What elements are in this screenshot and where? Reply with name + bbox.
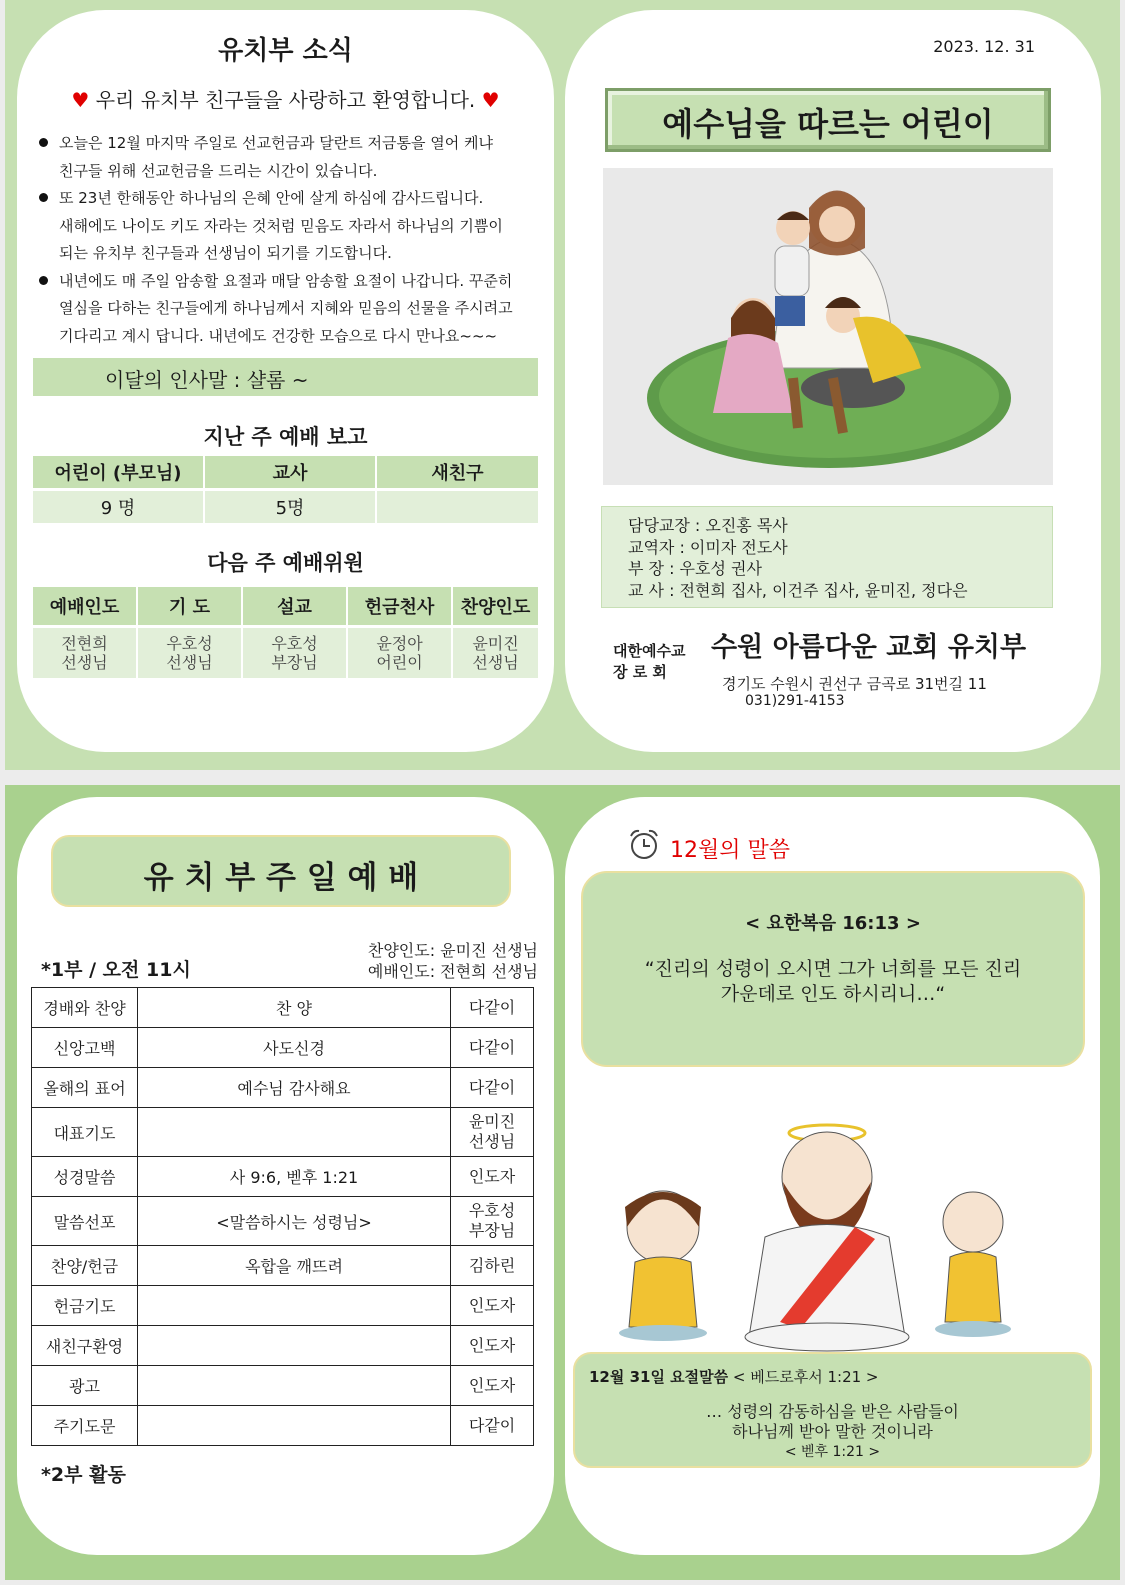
worship-row bbox=[32, 1028, 534, 1068]
word-card bbox=[565, 797, 1100, 1555]
bullet-icon bbox=[39, 276, 48, 285]
worship-who bbox=[451, 1246, 534, 1286]
church-phone: 031)291-4153 bbox=[745, 693, 845, 709]
worship-order-table bbox=[31, 987, 534, 1446]
greeting-text: 이달의 인사말 : 샬롬 ~ bbox=[105, 368, 309, 392]
worship-content: 예수님 감사해요 bbox=[138, 1068, 451, 1108]
news-line: 기다리고 계시 답니다. 내년에도 건강한 모습으로 다시 만나요~~~ bbox=[59, 326, 498, 345]
next-header: 찬양인도 bbox=[460, 597, 531, 618]
staff-line: 부 장 : 우호성 권사 bbox=[628, 559, 762, 578]
worship-content bbox=[138, 1108, 451, 1157]
worship-content: 사 9:6, 벧후 1:21 bbox=[138, 1157, 451, 1197]
news-line: 새해에도 나이도 키도 자라는 것처럼 믿음도 자라서 하나님의 기쁨이 bbox=[59, 216, 503, 235]
bulletin-date: 2023. 12. 31 bbox=[933, 37, 1035, 56]
worship-who bbox=[451, 1197, 534, 1246]
news-line: 내년에도 매 주일 암송할 요절과 매달 암송할 요절이 나갑니다. 꾸준히 bbox=[59, 271, 513, 290]
news-title: 유치부 소식 bbox=[218, 36, 353, 66]
worship-who-line: 부장님 bbox=[468, 1221, 516, 1240]
news-line: 친구들 위해 선교헌금을 드리는 시간이 있습니다. bbox=[59, 161, 378, 180]
jesus-children-illustration bbox=[603, 168, 1053, 485]
news-list bbox=[39, 130, 544, 350]
weekly-verse-ref2: < 벧후 1:21 > bbox=[784, 1444, 881, 1460]
cover-title-box bbox=[605, 88, 1051, 152]
worship-who bbox=[451, 988, 534, 1028]
worship-who-line: 우호성 bbox=[468, 1201, 516, 1220]
month-verse-text bbox=[583, 957, 1083, 1007]
news-item bbox=[39, 130, 544, 185]
session2-label: *2부 활동 bbox=[41, 1464, 126, 1486]
worship-title-box bbox=[51, 835, 511, 907]
worship-who bbox=[451, 1068, 534, 1108]
church-name: 수원 아름다운 교회 유치부 bbox=[711, 632, 1027, 663]
praying-jesus-image bbox=[605, 1107, 1065, 1367]
worship-content bbox=[138, 1366, 451, 1406]
worship-content bbox=[138, 1406, 451, 1446]
month-verse-ref: < 요한복음 16:13 > bbox=[745, 913, 921, 934]
worship-who-line: 다같이 bbox=[468, 997, 516, 1017]
worship-who bbox=[451, 1157, 534, 1197]
worship-row bbox=[32, 1197, 534, 1246]
report-header: 새친구 bbox=[431, 463, 484, 484]
worship-content: 사도신경 bbox=[138, 1028, 451, 1068]
worship-item: 올해의 표어 bbox=[32, 1068, 138, 1108]
next-value: 전현희 선생님 bbox=[33, 628, 137, 678]
worship-row bbox=[32, 1246, 534, 1286]
leaders bbox=[368, 940, 538, 982]
worship-item: 새친구환영 bbox=[32, 1326, 138, 1366]
worship-item: 신앙고백 bbox=[32, 1028, 138, 1068]
session1-label: *1부 / 오전 11시 bbox=[41, 959, 191, 981]
news-item bbox=[39, 185, 544, 268]
report-value: 5명 bbox=[204, 491, 376, 523]
worship-who-line: 인도자 bbox=[468, 1166, 516, 1186]
news-card bbox=[17, 10, 554, 752]
verse-line: 가운데로 인도 하시리니…“ bbox=[720, 983, 946, 1005]
worship-row bbox=[32, 1286, 534, 1326]
worship-who bbox=[451, 1366, 534, 1406]
next-header: 기 도 bbox=[137, 587, 242, 625]
news-line: 열심을 다하는 친구들에게 하나님께서 지혜와 믿음의 선물을 주시려고 bbox=[59, 299, 513, 317]
worship-item: 주기도문 bbox=[32, 1406, 138, 1446]
staff-line: 교역자 : 이미자 전도사 bbox=[628, 537, 788, 557]
staff-box bbox=[601, 506, 1053, 608]
verse-line: “진리의 성령이 오시면 그가 너희를 모든 진리 bbox=[644, 958, 1022, 980]
month-word-title: 12월의 말씀 bbox=[670, 838, 790, 863]
worship-who bbox=[451, 1406, 534, 1446]
report-header: 교사 bbox=[204, 456, 376, 488]
weekly-verse-line: … 성령의 감동하심을 받은 사람들이 bbox=[706, 1402, 959, 1421]
worship-row bbox=[32, 1108, 534, 1157]
denomination bbox=[613, 641, 685, 683]
report-table bbox=[33, 456, 538, 523]
jesus-children-image bbox=[603, 168, 1053, 485]
worship-who bbox=[451, 1286, 534, 1326]
staff-line: 담당교장 : 오진홍 목사 bbox=[628, 516, 788, 535]
heart-icon: ♥ bbox=[481, 88, 500, 112]
worship-content bbox=[138, 1286, 451, 1326]
church-address: 경기도 수원시 권선구 금곡로 31번길 11 bbox=[722, 675, 987, 693]
worship-item: 찬양/헌금 bbox=[32, 1246, 138, 1286]
bullet-icon bbox=[39, 138, 48, 147]
worship-content: 찬 양 bbox=[138, 988, 451, 1028]
next-header: 설교 bbox=[242, 587, 347, 625]
leader-line: 찬양인도: 윤미진 선생님 bbox=[367, 941, 538, 960]
bullet-icon bbox=[39, 193, 48, 202]
worship-who bbox=[451, 1108, 534, 1157]
worship-who-line: 인도자 bbox=[468, 1375, 516, 1395]
worship-who-line: 다같이 bbox=[468, 1037, 516, 1057]
news-line: 오늘은 12월 마지막 주일로 선교헌금과 달란트 저금통을 열어 케냐 bbox=[59, 134, 493, 152]
praying-illustration bbox=[605, 1107, 1065, 1367]
next-value: 우호성 선생님 bbox=[137, 628, 242, 678]
worship-card bbox=[17, 797, 554, 1555]
news-line: 또 23년 한해동안 하나님의 은혜 안에 살게 하심에 감사드립니다. bbox=[59, 189, 484, 207]
worship-item: 헌금기도 bbox=[32, 1286, 138, 1326]
welcome-text: 우리 유치부 친구들을 사랑하고 환영합니다. bbox=[95, 88, 476, 112]
next-value: 윤정아 어린이 bbox=[347, 628, 452, 678]
leader-line: 예배인도: 전현희 선생님 bbox=[367, 962, 538, 981]
worship-row bbox=[32, 1366, 534, 1406]
worship-who-line: 김하린 bbox=[468, 1255, 516, 1275]
worship-who-line: 인도자 bbox=[468, 1335, 516, 1355]
worship-item: 말씀선포 bbox=[32, 1197, 138, 1246]
weekly-verse-header bbox=[589, 1366, 879, 1387]
cover-card bbox=[565, 10, 1101, 752]
report-header: 어린이 (부모님) bbox=[33, 456, 204, 488]
next-title: 다음 주 예배위원 bbox=[207, 551, 364, 575]
top-sheet bbox=[5, 0, 1120, 770]
next-committee-table bbox=[33, 587, 538, 678]
worship-item: 성경말씀 bbox=[32, 1157, 138, 1197]
worship-who bbox=[451, 1028, 534, 1068]
worship-row bbox=[32, 988, 534, 1028]
worship-who-line: 인도자 bbox=[468, 1295, 516, 1315]
next-header: 헌금천사 bbox=[347, 587, 452, 625]
worship-content: 옥합을 깨뜨려 bbox=[138, 1246, 451, 1286]
next-value: 우호성 부장님 bbox=[242, 628, 347, 678]
worship-title: 유 치 부 주 일 예 배 bbox=[143, 860, 419, 896]
worship-who-line: 다같이 bbox=[468, 1077, 516, 1097]
worship-item: 광고 bbox=[32, 1366, 138, 1406]
next-value: 윤미진 선생님 bbox=[472, 634, 519, 672]
heart-icon: ♥ bbox=[71, 88, 90, 112]
worship-who-line: 다같이 bbox=[468, 1415, 516, 1435]
report-value bbox=[376, 491, 538, 523]
news-line: 되는 유치부 친구들과 선생님이 되기를 기도합니다. bbox=[59, 244, 392, 262]
worship-item: 대표기도 bbox=[32, 1108, 138, 1157]
weekly-verse-label: 12월 31일 요절말씀 bbox=[589, 1368, 729, 1386]
denomination-line: 대한예수교 bbox=[613, 642, 686, 660]
report-title: 지난 주 예배 보고 bbox=[203, 425, 368, 449]
worship-who bbox=[451, 1326, 534, 1366]
worship-row bbox=[32, 1157, 534, 1197]
news-item bbox=[39, 268, 544, 351]
staff-line: 교 사 : 전현희 집사, 이건주 집사, 윤미진, 정다은 bbox=[628, 580, 968, 600]
worship-row bbox=[32, 1406, 534, 1446]
worship-row bbox=[32, 1068, 534, 1108]
greeting-bar bbox=[33, 358, 538, 396]
alarm-clock-icon bbox=[627, 827, 661, 865]
worship-row bbox=[32, 1326, 534, 1366]
weekly-verse-ref: < 베드로후서 1:21 > bbox=[732, 1368, 879, 1386]
next-header: 예배인도 bbox=[33, 587, 137, 625]
worship-who-line: 윤미진 bbox=[468, 1112, 516, 1131]
month-verse-box bbox=[581, 871, 1085, 1067]
cover-title: 예수님을 따르는 어린이 bbox=[662, 105, 994, 143]
report-value: 9 명 bbox=[33, 491, 204, 523]
staff-list bbox=[628, 515, 968, 601]
weekly-verse-line: 하나님께 받아 말한 것이니라 bbox=[732, 1422, 933, 1441]
worship-content bbox=[138, 1326, 451, 1366]
worship-content: <말씀하시는 성령님> bbox=[138, 1197, 451, 1246]
weekly-verse-text bbox=[575, 1402, 1090, 1462]
welcome-line bbox=[17, 84, 554, 113]
denomination-line: 장 로 회 bbox=[613, 663, 667, 681]
weekly-verse-box bbox=[573, 1352, 1092, 1468]
bottom-sheet bbox=[5, 785, 1120, 1580]
worship-who-line: 선생님 bbox=[468, 1132, 516, 1151]
worship-item: 경배와 찬양 bbox=[32, 988, 138, 1028]
